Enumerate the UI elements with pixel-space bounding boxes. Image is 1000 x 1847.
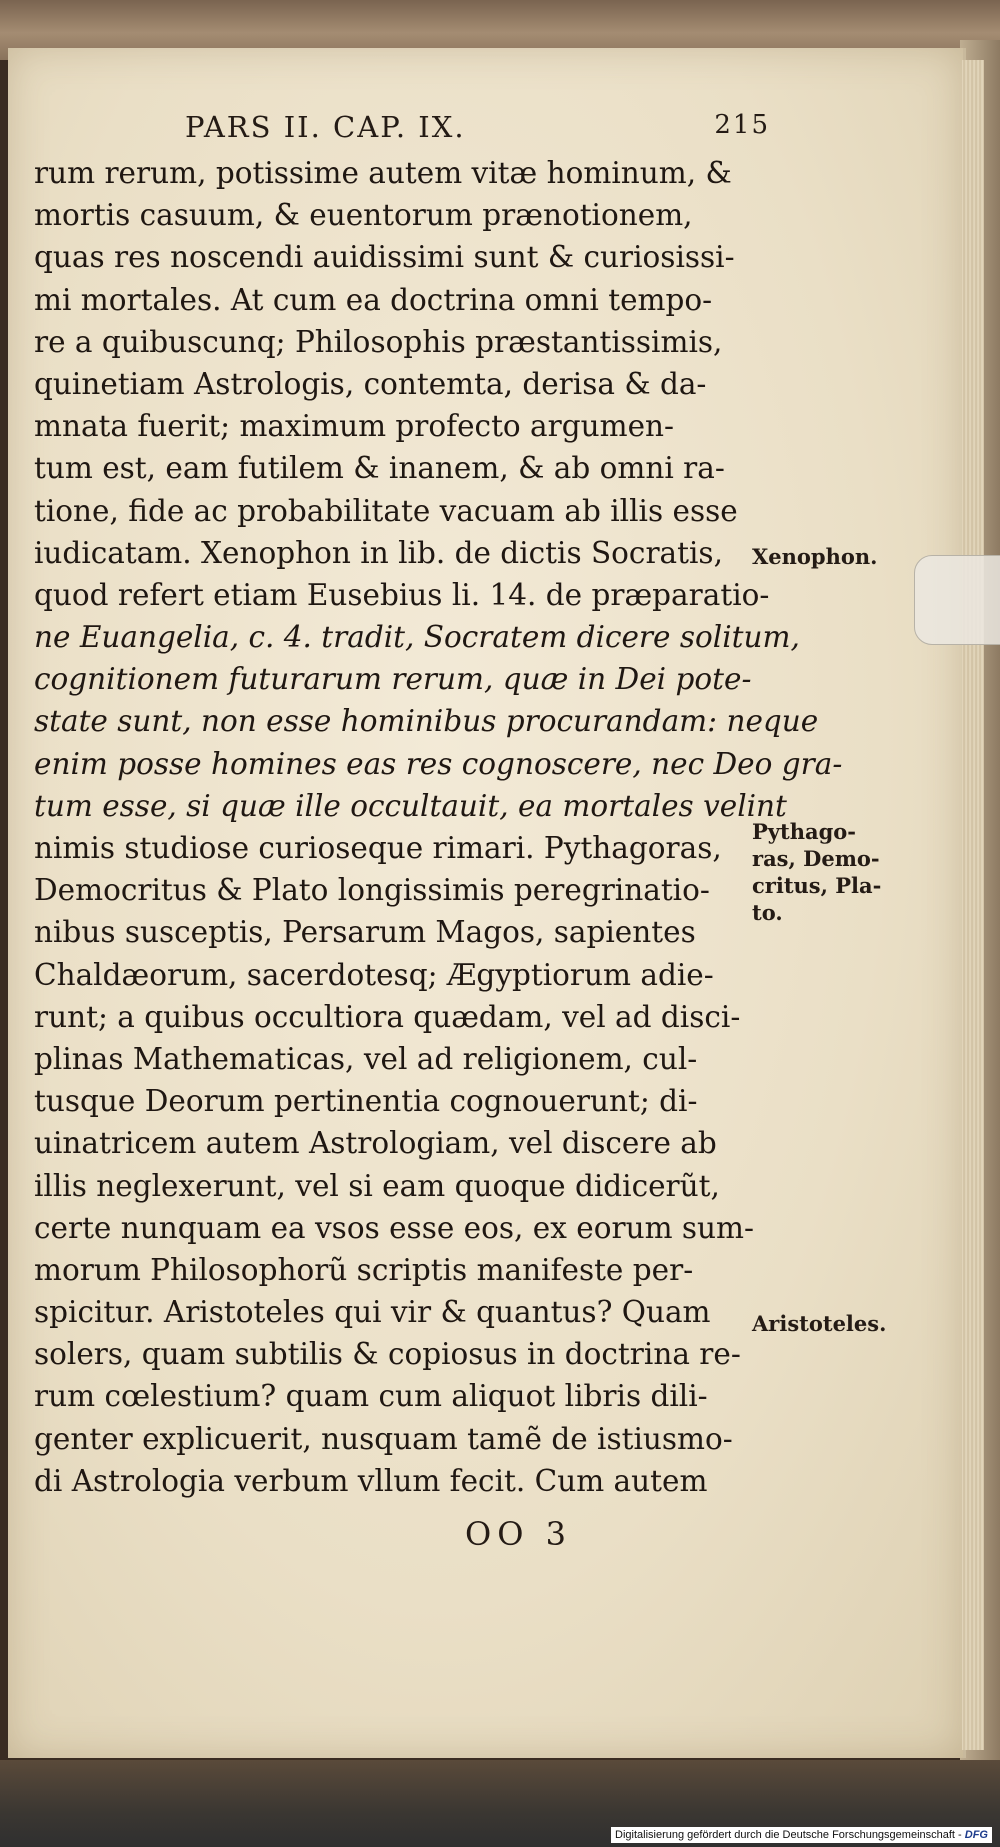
dfg-logo: DFG <box>964 1829 988 1841</box>
marginal-note-line: to. <box>752 900 783 925</box>
text-line: cognitionem futurarum rerum, quæ in Dei pote- <box>34 662 752 697</box>
text-line: enim posse homines eas res cognoscere, nec Deo gra- <box>34 746 843 781</box>
text-line: Chaldæorum, sacerdotesq; Ægyptiorum adie- <box>34 957 714 992</box>
text-line: solers, quam subtilis & copiosus in doctrina re- <box>34 1337 741 1372</box>
text-line: nimis studiose curioseque rimari. Pythagoras, <box>34 831 722 865</box>
marginal-note-line: Pythago- <box>752 819 856 844</box>
text-line: mi mortales. At cum ea doctrina omni tempo- <box>34 282 713 317</box>
text-line: quod refert etiam Eusebius li. 14. de præparatio- <box>34 577 770 612</box>
credit-text: Digitalisierung gefördert durch die Deutsche Forschungsgemeinschaft - <box>615 1829 962 1841</box>
text-line: genter explicuerit, nusquam tamẽ de istiusmo- <box>34 1421 733 1456</box>
text-line: ne Euangelia, c. 4. tradit, Socratem dicere solitum, <box>34 620 800 655</box>
text-line: tusque Deorum pertinentia cognouerunt; di- <box>34 1084 698 1119</box>
text-line: quas res noscendi auidissimi sunt & curiosissi- <box>34 240 735 275</box>
text-line: uinatricem autem Astrologiam, vel discere ab <box>34 1126 717 1161</box>
body-text <box>34 152 843 1502</box>
marginal-note-line: critus, Pla- <box>752 873 882 898</box>
text-line: illis neglexerunt, vel si eam quoque didicerũt, <box>34 1168 720 1203</box>
text-line: di Astrologia verbum vllum fecit. Cum autem <box>34 1463 708 1498</box>
signature-mark: OO 3 <box>465 1515 572 1553</box>
digitization-credit <box>611 1827 992 1843</box>
text-line: tum est, eam futilem & inanem, & ab omni ra- <box>34 451 725 486</box>
marginal-note-line: ras, Demo- <box>752 846 880 871</box>
text-line: rum cœlestium? quam cum aliquot libris dili- <box>34 1379 708 1414</box>
running-head-title: PARS II. CAP. IX. <box>185 110 466 144</box>
marginal-note-line: Aristoteles. <box>752 1311 887 1336</box>
text-line: state sunt, non esse hominibus procurandam: neque <box>34 704 819 739</box>
text-line: certe nunquam ea vsos esse eos, ex eorum sum- <box>34 1210 754 1245</box>
text-line: mnata fuerit; maximum profecto argumen- <box>34 409 675 444</box>
running-head <box>150 110 770 150</box>
text-line: tione, fide ac probabilitate vacuam ab illis esse <box>34 493 738 528</box>
text-line: tum esse, si quæ ille occultauit, ea mortales velint <box>34 788 787 823</box>
marginal-note-line: Xenophon. <box>752 544 878 569</box>
text-line: plinas Mathematicas, vel ad religionem, cul- <box>34 1041 698 1076</box>
text-line: rum rerum, potissime autem vitæ hominum, & <box>34 156 732 190</box>
text-line: runt; a quibus occultiora quædam, vel ad disci- <box>34 999 741 1034</box>
text-line: spicitur. Aristoteles qui vir & quantus? Quam <box>34 1295 711 1330</box>
text-line: Democritus & Plato longissimis peregrinatio- <box>34 873 710 908</box>
page-number: 215 <box>714 110 770 140</box>
scan-background <box>0 1760 1000 1847</box>
text-line: re a quibuscunq; Philosophis præstantissimis, <box>34 324 723 359</box>
text-line: iudicatam. Xenophon in lib. de dictis Socratis, <box>34 535 723 570</box>
marginal-note-xenophon <box>752 543 962 570</box>
text-line: quinetiam Astrologis, contemta, derisa & da- <box>34 366 707 401</box>
text-line: mortis casuum, & euentorum prænotionem, <box>34 198 693 233</box>
text-line: nibus susceptis, Persarum Magos, sapientes <box>34 915 696 950</box>
marginal-note-aristoteles <box>752 1310 962 1337</box>
text-line: morum Philosophorũ scriptis manifeste per- <box>34 1252 694 1287</box>
page-edges <box>962 60 984 1750</box>
marginal-note-pythagoras <box>752 818 962 926</box>
